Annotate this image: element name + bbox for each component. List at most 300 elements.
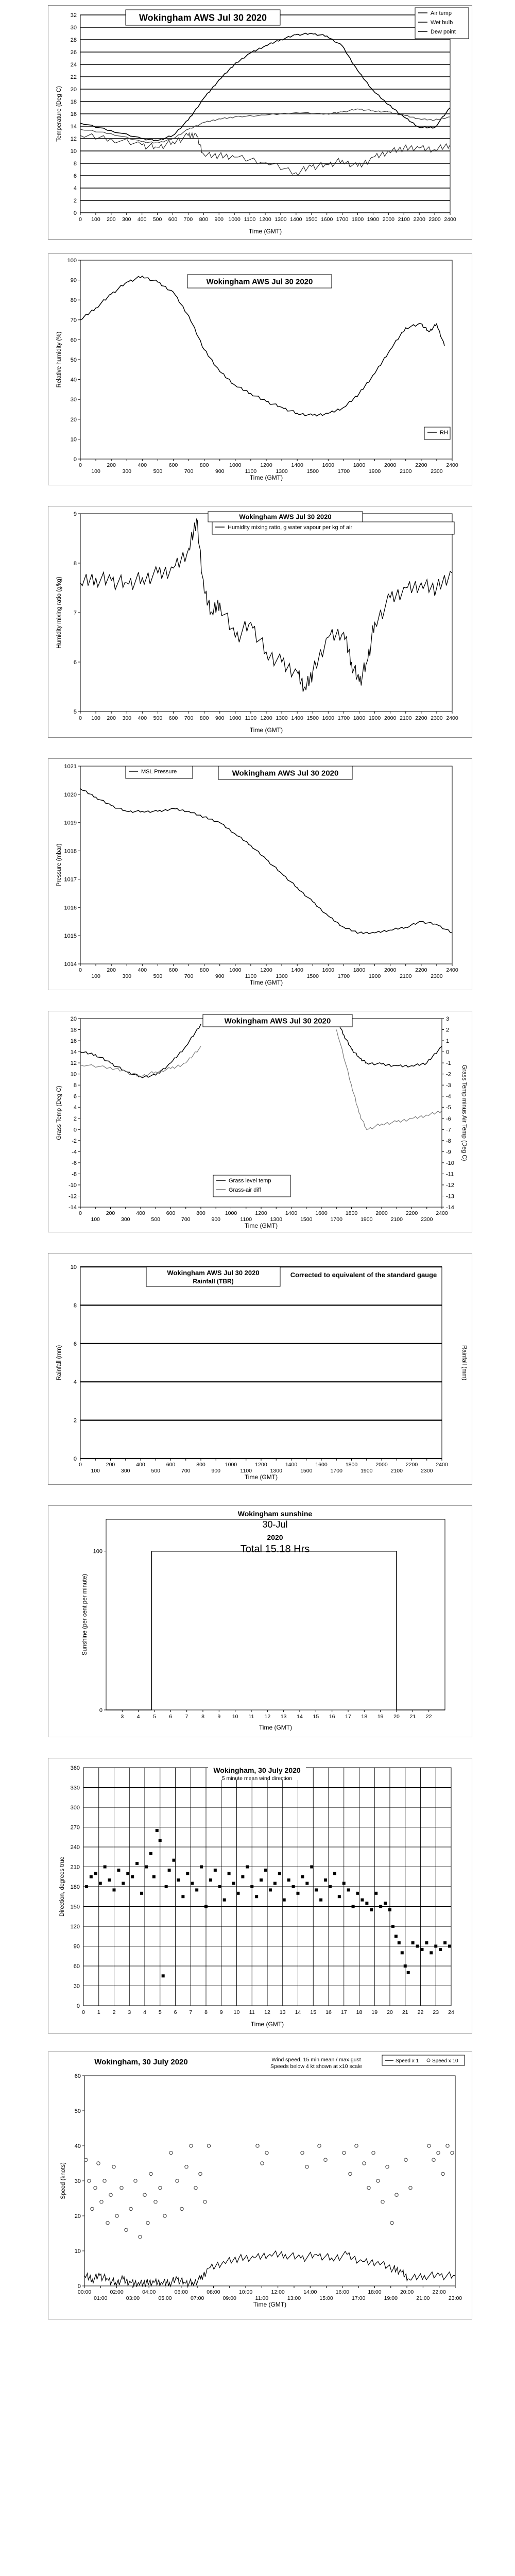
speed-x10-point — [409, 2186, 412, 2189]
x-tick-label: 11 — [249, 2009, 255, 2015]
y-tick-label: 20 — [70, 87, 77, 93]
x-tick-label-top: 2400 — [436, 1210, 448, 1216]
x-tick-label: 400 — [137, 216, 147, 223]
series-grass-air-diff-pm — [336, 1030, 442, 1130]
direction-point — [310, 1866, 313, 1869]
x-tick-label: 14 — [295, 2009, 301, 2015]
x-tick-label-top: 2200 — [405, 1210, 418, 1216]
direction-point — [94, 1872, 97, 1875]
x-tick-label: 300 — [122, 715, 132, 721]
y2-tick-label: -8 — [446, 1138, 451, 1144]
x-tick-label-top: 200 — [106, 1462, 115, 1468]
x-tick-label-top: 22:00 — [432, 2289, 446, 2295]
y-tick-label: 12 — [70, 1060, 77, 1067]
x-axis-label: Time (GMT) — [250, 2021, 284, 2028]
y2-tick-label: 3 — [446, 1016, 450, 1022]
rainfall-chart-svg — [48, 1253, 472, 1484]
x-tick-label-top: 2400 — [446, 462, 458, 468]
x-tick-label-top: 1600 — [322, 462, 335, 468]
grass-temp-chart — [48, 1011, 472, 1232]
x-tick-label-top: 1200 — [255, 1462, 267, 1468]
wind-direction-chart-svg — [48, 1758, 472, 2033]
y-tick-label: 18 — [70, 1027, 77, 1033]
x-tick-label-bottom: 1300 — [276, 468, 288, 474]
y-tick-label: 0 — [73, 210, 77, 216]
y-tick-label: 6 — [73, 1093, 77, 1100]
x-tick-label-top: 1800 — [345, 1462, 358, 1468]
y-axis-label: Direction, degrees true — [59, 1856, 65, 1917]
legend-label: Wet bulb — [431, 20, 453, 26]
chart-title: Wokingham sunshine — [237, 1510, 313, 1518]
speed-x10-point — [84, 2158, 88, 2161]
y-tick-label: 100 — [93, 1548, 102, 1555]
direction-point — [214, 1869, 217, 1872]
x-tick-label-bottom: 100 — [91, 1468, 100, 1474]
x-tick-label-bottom: 100 — [91, 468, 100, 474]
legend-label: Grass level temp — [229, 1178, 271, 1184]
x-tick-label-bottom: 700 — [181, 1468, 191, 1474]
x-tick-label-top: 2400 — [446, 967, 458, 973]
x-tick-label-top: 0 — [79, 462, 82, 468]
x-axis-label: Time (GMT) — [259, 1724, 293, 1731]
speed-x10-point — [129, 2207, 132, 2210]
x-tick-label-bottom: 1100 — [240, 1216, 252, 1223]
x-tick-label-top: 1600 — [322, 967, 335, 973]
x-tick-label-bottom: 500 — [153, 973, 163, 979]
direction-point — [347, 1888, 350, 1891]
mixing-ratio-chart-svg — [48, 506, 472, 737]
y-tick-label: -8 — [72, 1171, 77, 1178]
y-tick-label: 9 — [73, 511, 77, 517]
x-tick-label: 3 — [128, 2009, 131, 2015]
chart-date: 30-Jul — [262, 1519, 288, 1530]
x-tick-label-bottom: 1900 — [368, 468, 381, 474]
x-tick-label-top: 06:00 — [174, 2289, 188, 2295]
y2-tick-label: -12 — [446, 1182, 454, 1189]
direction-point — [177, 1878, 180, 1882]
x-tick-label: 100 — [91, 715, 100, 721]
direction-point — [173, 1859, 176, 1862]
x-tick-label-top: 200 — [106, 1210, 115, 1216]
x-tick-label: 0 — [79, 216, 82, 223]
x-tick-label: 24 — [448, 2009, 454, 2015]
x-tick-label: 16 — [325, 2009, 332, 2015]
chart-total: Total 15.18 Hrs — [240, 1544, 310, 1555]
x-tick-label-top: 1800 — [353, 967, 366, 973]
x-tick-label: 1500 — [305, 216, 318, 223]
x-tick-label: 3 — [121, 1714, 124, 1720]
direction-point — [85, 1885, 88, 1888]
direction-point — [278, 1872, 281, 1875]
speed-x10-point — [94, 2186, 97, 2189]
x-tick-label-bottom: 2100 — [390, 1468, 403, 1474]
speed-x10-point — [163, 2214, 166, 2217]
y-tick-label: 7 — [73, 610, 77, 616]
direction-point — [168, 1869, 171, 1872]
direction-point — [365, 1902, 368, 1905]
series-grass-temp-am — [80, 1024, 201, 1078]
grass-temp-chart-svg — [48, 1011, 472, 1232]
speed-x10-point — [437, 2151, 440, 2154]
speed-x10-point — [324, 2158, 327, 2161]
x-tick-label-top: 1000 — [229, 967, 242, 973]
y-tick-label: -2 — [72, 1138, 77, 1144]
legend-label: Dew point — [431, 29, 456, 35]
series-speed-x1 — [84, 2251, 455, 2287]
speed-x10-point — [115, 2214, 118, 2217]
y-tick-label: -14 — [68, 1205, 77, 1211]
y-tick-label: 4 — [73, 1105, 77, 1111]
speed-x10-point — [349, 2172, 352, 2175]
direction-point — [218, 1885, 221, 1888]
x-tick-label: 18 — [361, 1714, 368, 1720]
direction-point — [264, 1869, 267, 1872]
x-tick-label: 20 — [393, 1714, 400, 1720]
y-tick-label: -6 — [72, 1160, 77, 1166]
x-tick-label-top: 10:00 — [238, 2289, 253, 2295]
x-tick-label: 17 — [345, 1714, 351, 1720]
y-tick-label: 1015 — [64, 933, 77, 940]
x-tick-label-top: 1400 — [291, 462, 303, 468]
y-axis-label: Rainfall (mm) — [56, 1345, 62, 1381]
y2-tick-label: -1 — [446, 1060, 451, 1067]
x-tick-label-top: 14:00 — [303, 2289, 317, 2295]
y-tick-label: 90 — [73, 1943, 80, 1950]
direction-point — [379, 1905, 382, 1908]
x-tick-label: 22 — [417, 2009, 424, 2015]
x-tick-label-top: 20:00 — [400, 2289, 414, 2295]
speed-x10-point — [149, 2172, 152, 2175]
x-tick-label: 900 — [214, 216, 224, 223]
chart-title: Wokingham, 30 July 2020 — [213, 1766, 301, 1774]
chart-note: Speeds below 4 kt shown at x10 scale — [270, 2063, 363, 2070]
x-tick-label: 1600 — [322, 715, 335, 721]
y-tick-label: -10 — [68, 1182, 77, 1189]
x-tick-label: 100 — [91, 216, 100, 223]
y-axis-label: Speed (knots) — [60, 2162, 66, 2199]
x-tick-label-bottom: 1700 — [330, 1468, 342, 1474]
y-tick-label: 210 — [70, 1864, 80, 1871]
x-tick-label-bottom: 2100 — [390, 1216, 403, 1223]
x-tick-label-bottom: 900 — [211, 1468, 221, 1474]
x-tick-label-top: 1200 — [255, 1210, 267, 1216]
y-tick-label: 60 — [74, 2073, 81, 2079]
speed-x10-point — [88, 2179, 91, 2182]
x-tick-label-top: 600 — [166, 1462, 176, 1468]
x-tick-label: 4 — [143, 2009, 146, 2015]
x-tick-label-top: 1400 — [285, 1210, 298, 1216]
direction-point — [135, 1862, 139, 1865]
x-tick-label-bottom: 21:00 — [416, 2295, 430, 2301]
x-tick-label: 900 — [215, 715, 225, 721]
speed-x10-point — [159, 2186, 162, 2189]
x-tick-label: 1900 — [368, 715, 381, 721]
x-tick-label: 1 — [97, 2009, 100, 2015]
speed-x10-point — [301, 2151, 304, 2154]
y-tick-label: 50 — [70, 357, 77, 363]
series-rh — [80, 276, 444, 416]
direction-point — [209, 1878, 212, 1882]
y-tick-label: 240 — [70, 1844, 80, 1851]
direction-point — [162, 1974, 165, 1977]
x-tick-label: 2000 — [382, 216, 395, 223]
x-axis-label: Time (GMT) — [249, 474, 283, 481]
x-tick-label: 8 — [201, 1714, 204, 1720]
x-tick-label-bottom: 900 — [211, 1216, 221, 1223]
x-tick-label: 7 — [189, 2009, 193, 2015]
direction-point — [181, 1895, 184, 1898]
speed-x10-point — [265, 2151, 268, 2154]
y-tick-label: 1016 — [64, 905, 77, 911]
y-tick-label: 10 — [74, 2248, 81, 2255]
speed-x10-point — [432, 2158, 435, 2161]
chart-year: 2020 — [267, 1533, 283, 1541]
x-tick-label: 1800 — [353, 715, 366, 721]
x-tick-label: 2000 — [384, 715, 397, 721]
x-tick-label-bottom: 900 — [215, 973, 225, 979]
y-tick-label: 30 — [73, 1983, 80, 1990]
x-tick-label: 200 — [107, 216, 116, 223]
speed-x10-point — [207, 2144, 210, 2147]
direction-point — [370, 1908, 373, 1911]
x-tick-label-bottom: 500 — [151, 1216, 161, 1223]
x-tick-label-top: 1200 — [260, 462, 272, 468]
x-tick-label-bottom: 1100 — [245, 973, 257, 979]
x-tick-label-top: 02:00 — [110, 2289, 124, 2295]
direction-point — [156, 1829, 159, 1832]
x-tick-label-top: 1000 — [225, 1210, 237, 1216]
speed-x10-point — [318, 2144, 321, 2147]
x-tick-label-bottom: 700 — [184, 468, 194, 474]
x-tick-label: 15 — [313, 1714, 319, 1720]
x-tick-label-bottom: 1700 — [330, 1216, 342, 1223]
direction-point — [152, 1875, 156, 1878]
x-tick-label-top: 400 — [136, 1462, 145, 1468]
y-tick-label: 150 — [70, 1904, 80, 1910]
x-tick-label-top: 1600 — [315, 1210, 328, 1216]
x-tick-label-bottom: 1100 — [245, 468, 257, 474]
x-tick-label-top: 0 — [79, 967, 82, 973]
direction-point — [260, 1878, 263, 1882]
y-tick-label: 28 — [70, 37, 77, 43]
x-tick-label-bottom: 300 — [122, 468, 132, 474]
speed-x10-point — [194, 2186, 197, 2189]
chart-title: Wokingham AWS Jul 30 2020 — [232, 769, 339, 778]
x-tick-label: 17 — [340, 2009, 347, 2015]
y2-tick-label: -14 — [446, 1205, 454, 1211]
direction-point — [140, 1892, 143, 1895]
y-tick-label: 1019 — [64, 820, 77, 826]
x-tick-label: 1800 — [351, 216, 364, 223]
y-tick-label: 12 — [70, 136, 77, 142]
x-tick-label-top: 800 — [196, 1462, 205, 1468]
direction-point — [411, 1941, 415, 1944]
direction-point — [99, 1882, 102, 1885]
x-tick-label-top: 2000 — [384, 462, 397, 468]
x-tick-label-top: 800 — [196, 1210, 205, 1216]
x-tick-label: 2400 — [444, 216, 456, 223]
direction-point — [236, 1892, 239, 1895]
chart-subtitle: 5 minute mean wind direction — [221, 1775, 293, 1782]
chart-subtitle: Rainfall (TBR) — [193, 1278, 234, 1285]
y-tick-label: 30 — [70, 397, 77, 403]
speed-x10-point — [199, 2172, 202, 2175]
direction-point — [241, 1875, 244, 1878]
direction-point — [159, 1839, 162, 1842]
x-tick-label-bottom: 2100 — [400, 468, 412, 474]
direction-point — [324, 1878, 327, 1882]
direction-point — [287, 1878, 290, 1882]
direction-point — [305, 1882, 308, 1885]
x-tick-label-bottom: 100 — [91, 1216, 100, 1223]
direction-point — [246, 1866, 249, 1869]
x-tick-label: 700 — [184, 715, 194, 721]
direction-point — [443, 1941, 447, 1944]
x-tick-label-bottom: 2300 — [421, 1216, 433, 1223]
x-axis-label: Time (GMT) — [244, 1473, 278, 1481]
direction-point — [113, 1888, 116, 1891]
speed-x10-point — [355, 2144, 358, 2147]
x-tick-label: 1700 — [336, 216, 349, 223]
x-tick-label-bottom: 900 — [215, 468, 225, 474]
direction-point — [131, 1875, 134, 1878]
x-tick-label: 16 — [329, 1714, 335, 1720]
x-tick-label: 6 — [169, 1714, 173, 1720]
y2-tick-label: -10 — [446, 1160, 454, 1166]
x-tick-label-bottom: 13:00 — [287, 2295, 301, 2301]
chart-title: Wokingham AWS Jul 30 2020 — [167, 1269, 260, 1277]
x-tick-label-top: 800 — [199, 462, 209, 468]
direction-point — [374, 1892, 377, 1895]
speed-x10-point — [125, 2228, 128, 2231]
speed-x10-point — [143, 2193, 146, 2196]
direction-point — [255, 1895, 258, 1898]
y-tick-label: 180 — [70, 1884, 80, 1890]
x-tick-label: 1500 — [306, 715, 319, 721]
y-tick-label: 4 — [73, 185, 77, 192]
x-tick-label-top: 0 — [79, 1462, 82, 1468]
direction-point — [283, 1899, 286, 1902]
y2-tick-label: -6 — [446, 1115, 451, 1122]
direction-point — [301, 1875, 304, 1878]
y-tick-label: 0 — [76, 2003, 80, 2009]
x-tick-label-top: 1400 — [291, 967, 303, 973]
direction-point — [360, 1899, 364, 1902]
x-tick-label: 21 — [402, 2009, 408, 2015]
chart-title: Wokingham, 30 July 2020 — [94, 2058, 188, 2066]
speed-x10-point — [139, 2235, 142, 2239]
x-tick-label-bottom: 1500 — [306, 973, 319, 979]
x-tick-label-bottom: 2100 — [400, 973, 412, 979]
mixing-ratio-chart — [48, 506, 472, 738]
x-tick-label: 1600 — [320, 216, 333, 223]
speed-x10-point — [367, 2186, 370, 2189]
direction-point — [398, 1941, 401, 1944]
direction-point — [108, 1878, 111, 1882]
x-tick-label-bottom: 1700 — [337, 468, 350, 474]
x-tick-label: 9 — [219, 2009, 223, 2015]
series-dew-point — [80, 133, 450, 176]
y-tick-label: 50 — [74, 2108, 81, 2114]
speed-x10-point — [91, 2207, 94, 2210]
chart-subtitle: Wind speed, 15 min mean / max gust — [271, 2057, 361, 2063]
speed-x10-point — [256, 2144, 259, 2147]
y2-axis-label: Rainfall (mm) — [461, 1345, 467, 1381]
speed-x10-point — [446, 2144, 449, 2147]
x-tick-label: 5 — [153, 1714, 156, 1720]
y-tick-label: 2 — [73, 1417, 77, 1424]
x-tick-label-top: 0 — [79, 1210, 82, 1216]
speed-x10-point — [103, 2179, 106, 2182]
y-tick-label: 2 — [73, 198, 77, 204]
direction-point — [333, 1872, 336, 1875]
speed-x10-point — [372, 2151, 375, 2154]
speed-x10-point — [390, 2221, 393, 2224]
x-tick-label-bottom: 1100 — [240, 1468, 252, 1474]
temperature-chart-svg — [48, 6, 472, 239]
x-tick-label: 9 — [217, 1714, 221, 1720]
speed-x10-point — [100, 2200, 103, 2204]
x-tick-label: 21 — [409, 1714, 416, 1720]
x-tick-label-top: 200 — [107, 462, 116, 468]
y-tick-label: 60 — [73, 1963, 80, 1970]
x-tick-label: 20 — [387, 2009, 393, 2015]
x-tick-label-top: 2000 — [375, 1462, 388, 1468]
legend-label: MSL Pressure — [141, 769, 177, 775]
y2-tick-label: 1 — [446, 1038, 450, 1045]
x-tick-label-top: 600 — [166, 1210, 176, 1216]
x-tick-label: 13 — [280, 1714, 287, 1720]
x-tick-label: 2300 — [428, 216, 441, 223]
x-tick-label-bottom: 500 — [153, 468, 163, 474]
y-tick-label: 70 — [70, 317, 77, 324]
chart-annotation: Corrected to equivalent of the standard gauge — [290, 1271, 437, 1279]
x-tick-label-bottom: 03:00 — [126, 2295, 140, 2301]
direction-point — [186, 1872, 189, 1875]
x-tick-label: 23 — [433, 2009, 439, 2015]
y-tick-label: 16 — [70, 111, 77, 117]
direction-point — [117, 1869, 120, 1872]
speed-x10-point — [376, 2179, 380, 2182]
direction-point — [191, 1882, 194, 1885]
x-tick-label-bottom: 11:00 — [255, 2295, 269, 2301]
y2-tick-label: -3 — [446, 1082, 451, 1089]
x-tick-label-bottom: 1900 — [360, 1216, 373, 1223]
y-tick-label: 8 — [73, 161, 77, 167]
x-tick-label: 10 — [233, 2009, 240, 2015]
direction-point — [200, 1866, 203, 1869]
x-tick-label-top: 1200 — [260, 967, 272, 973]
x-tick-label-bottom: 1500 — [300, 1216, 313, 1223]
y-tick-label: 30 — [74, 2178, 81, 2184]
pressure-chart-svg — [48, 759, 472, 990]
x-tick-label-bottom: 2300 — [431, 468, 443, 474]
humidity-chart-svg — [48, 254, 472, 485]
y2-tick-label: -4 — [446, 1093, 451, 1100]
y-axis-label: Sunshine (per cent per minute) — [82, 1574, 88, 1655]
y-tick-label: 14 — [70, 1049, 77, 1056]
x-tick-label: 18 — [356, 2009, 363, 2015]
direction-point — [448, 1945, 451, 1948]
direction-point — [338, 1895, 341, 1898]
y-tick-label: 6 — [73, 659, 77, 666]
speed-x10-point — [190, 2144, 193, 2147]
direction-point — [407, 1971, 410, 1974]
x-tick-label: 700 — [183, 216, 193, 223]
x-tick-label-top: 12:00 — [271, 2289, 285, 2295]
direction-point — [425, 1941, 428, 1944]
y-tick-label: 40 — [74, 2143, 81, 2149]
